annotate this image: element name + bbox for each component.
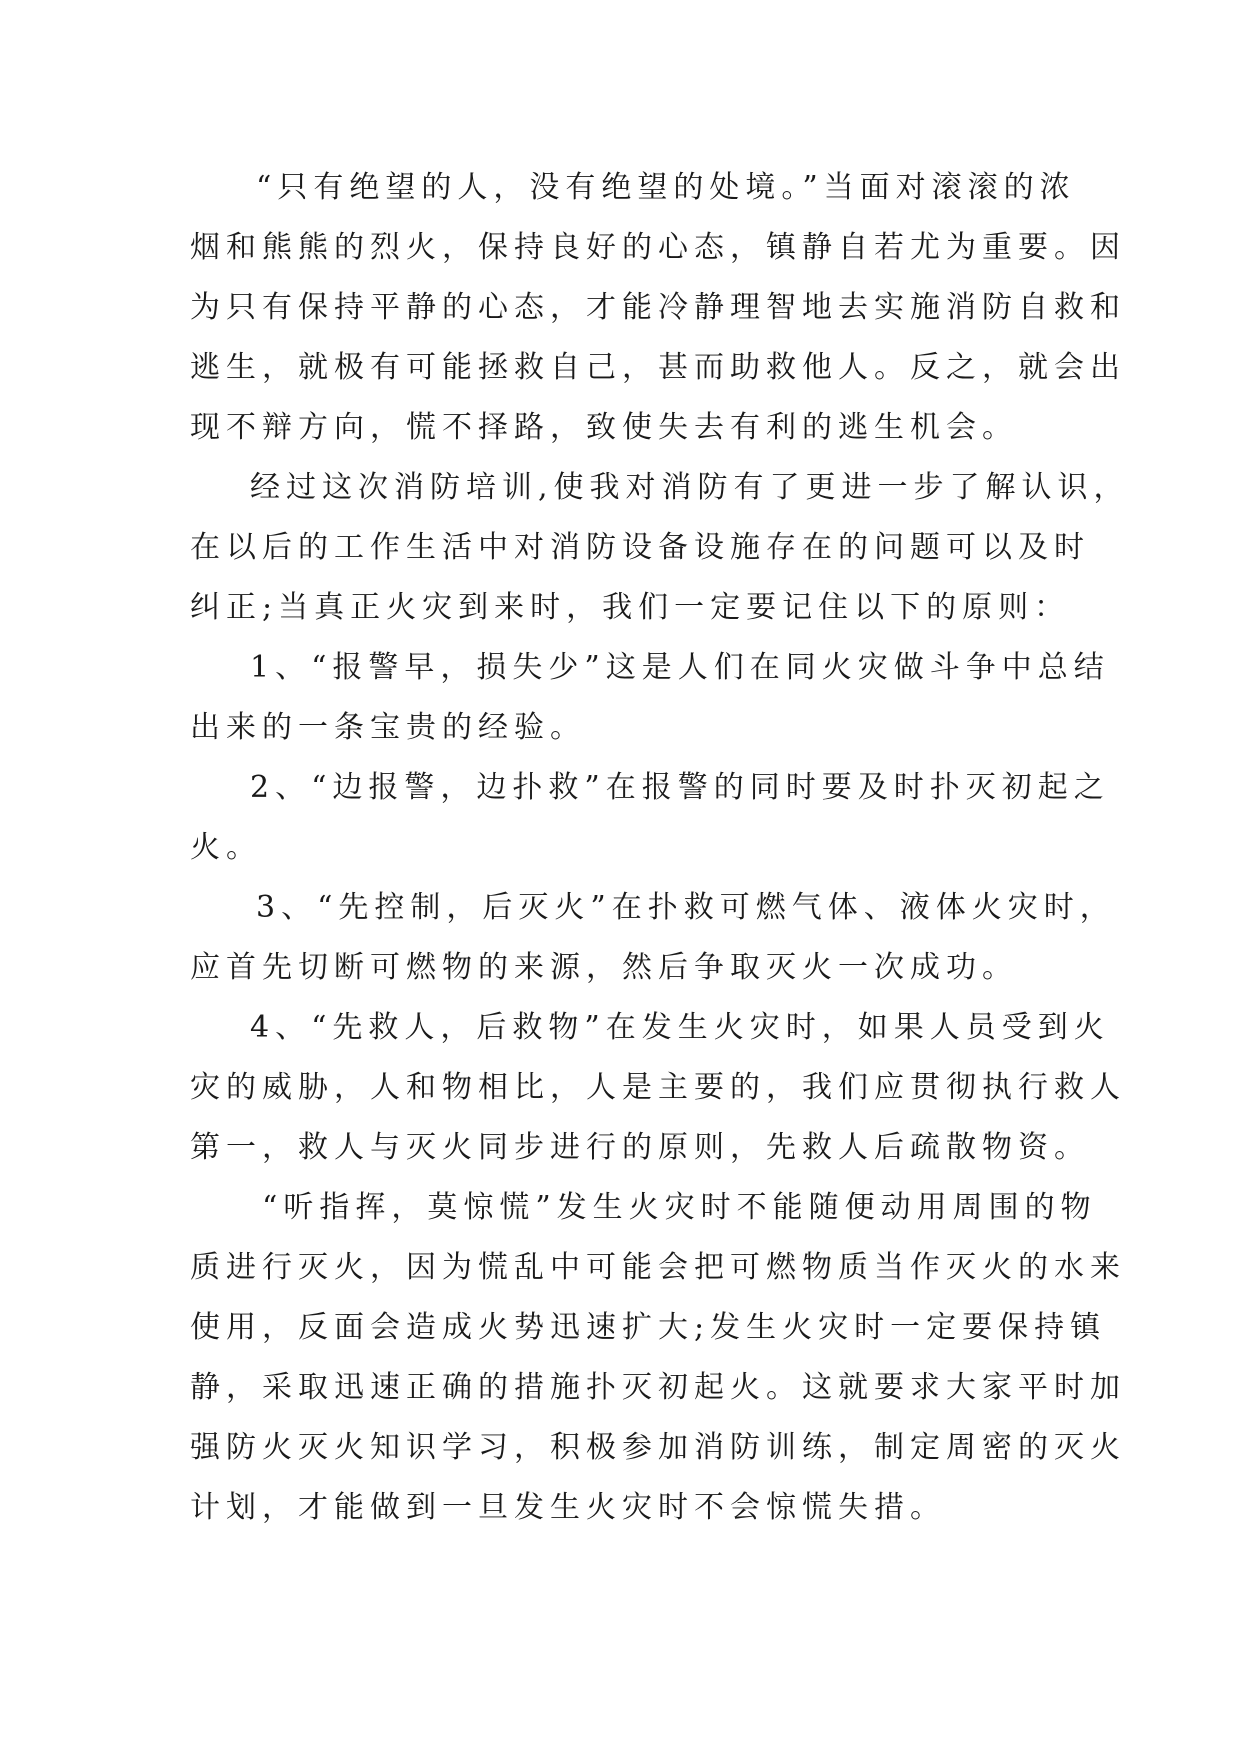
text-line: 烟和熊熊的烈火，保持良好的心态，镇静自若尤为重要。因 xyxy=(190,230,1126,265)
text-line: 第一，救人与灭火同步进行的原则，先救人后疏散物资。 xyxy=(190,1130,1090,1165)
text-line: 静，采取迅速正确的措施扑灭初起火。这就要求大家平时加 xyxy=(190,1370,1126,1405)
paragraph-principle-4 xyxy=(190,998,1126,1178)
paragraph-principle-1 xyxy=(190,638,1110,758)
text-line: 现不辩方向，慌不择路，致使失去有利的逃生机会。 xyxy=(190,410,1018,445)
text-line: 使用，反面会造成火势迅速扩大;发生火灾时一定要保持镇 xyxy=(190,1310,1107,1345)
text-line: 2、“边报警，边扑救”在报警的同时要及时扑灭初起之 xyxy=(250,770,1110,805)
paragraph-principle-5 xyxy=(190,1178,1126,1538)
paragraph-composure xyxy=(190,158,1126,458)
text-line: “听指挥，莫惊慌”发生火灾时不能随便动用周围的物 xyxy=(262,1190,1097,1225)
text-line: 计划，才能做到一旦发生火灾时不会惊慌失措。 xyxy=(190,1490,946,1525)
text-line: 应首先切断可燃物的来源，然后争取灭火一次成功。 xyxy=(190,950,1018,985)
document-body xyxy=(190,158,1130,1538)
text-line: 质进行灭火，因为慌乱中可能会把可燃物质当作灭火的水来 xyxy=(190,1250,1126,1285)
text-line: 逃生，就极有可能拯救自己，甚而助救他人。反之，就会出 xyxy=(190,350,1126,385)
text-line: 4、“先救人，后救物”在发生火灾时，如果人员受到火 xyxy=(250,1010,1110,1045)
text-line: 火。 xyxy=(190,830,262,865)
paragraph-principle-2 xyxy=(190,758,1110,878)
text-line: 3、“先控制，后灭火”在扑救可燃气体、液体火灾时， xyxy=(256,890,1116,925)
paragraph-training-reflection xyxy=(190,458,1130,638)
text-line: 强防火灭火知识学习，积极参加消防训练，制定周密的灭火 xyxy=(190,1430,1126,1465)
text-line: 1、“报警早，损失少”这是人们在同火灾做斗争中总结 xyxy=(250,650,1110,685)
text-line: 灾的威胁，人和物相比，人是主要的，我们应贯彻执行救人 xyxy=(190,1070,1126,1105)
text-line: 经过这次消防培训,使我对消防有了更进一步了解认识， xyxy=(250,470,1130,505)
text-line: 出来的一条宝贵的经验。 xyxy=(190,710,586,745)
text-line: 在以后的工作生活中对消防设备设施存在的问题可以及时 xyxy=(190,530,1090,565)
text-line: 为只有保持平静的心态，才能冷静理智地去实施消防自救和 xyxy=(190,290,1126,325)
text-line: 纠正;当真正火灾到来时，我们一定要记住以下的原则： xyxy=(190,590,1071,625)
paragraph-principle-3 xyxy=(190,878,1116,998)
text-line: “只有绝望的人，没有绝望的处境。”当面对滚滚的浓 xyxy=(256,170,1076,205)
